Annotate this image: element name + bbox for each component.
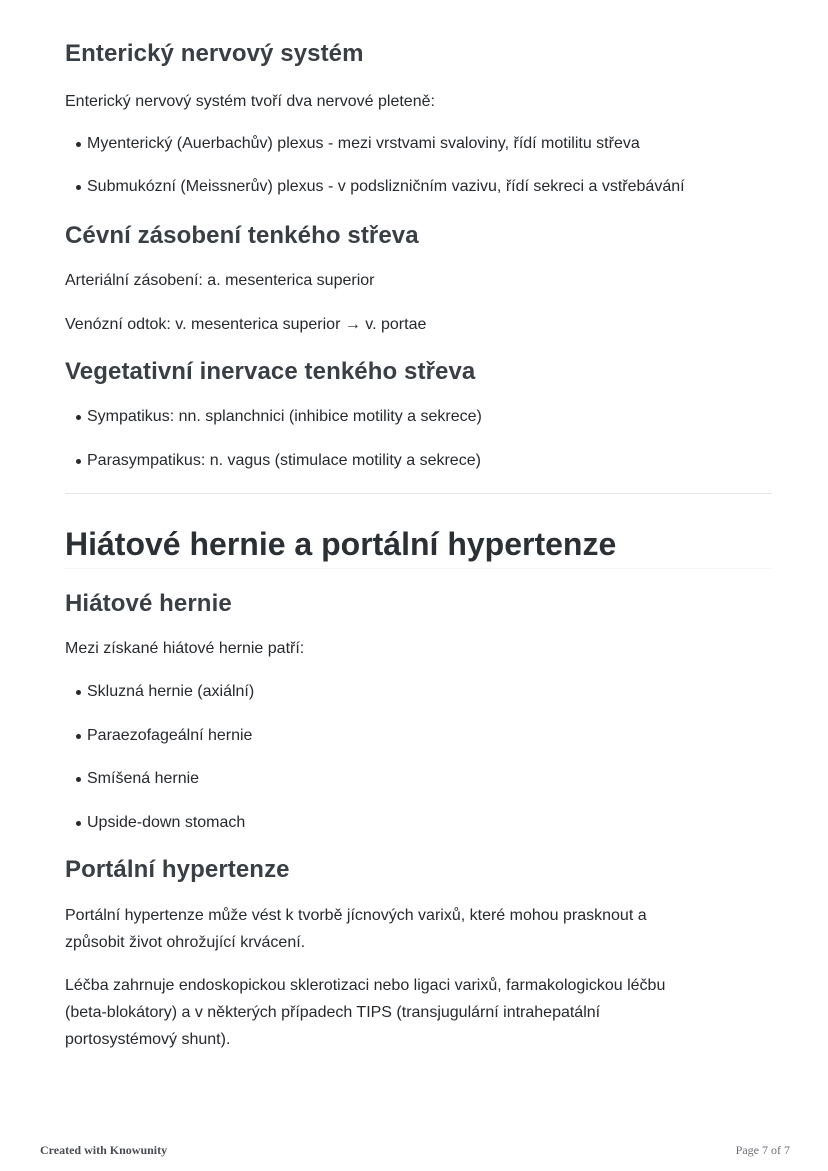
list-item: Myenterický (Auerbachův) plexus - mezi vrstvami svaloviny, řídí motilitu střeva [87,130,640,157]
list-item: Upside-down stomach [87,809,245,836]
list-item: Submukózní (Meissnerův) plexus - v podslizničním vazivu, řídí sekreci a vstřebávání [87,173,685,200]
heading-vascular: Cévní zásobení tenkého střeva [65,222,419,249]
portal-para2-line2: (beta-blokátory) a v některých případech TIPS (transjugulární intrahepatální [65,1004,601,1021]
hiatal-intro: Mezi získané hiátové hernie patří: [65,640,305,657]
heading-enteric: Enterický nervový systém [65,40,364,67]
portal-para1-line2: způsobit život ohrožující krvácení. [65,934,306,951]
portal-para2-line1: Léčba zahrnuje endoskopickou sklerotizaci nebo ligaci varixů, farmakologickou léčbu [65,977,666,994]
portal-para1-line1: Portální hypertenze může vést k tvorbě jícnových varixů, které mohou prasknout a [65,907,647,924]
heading-hiatal: Hiátové hernie [65,590,232,617]
footer-created-with: Created with Knowunity [40,1143,168,1157]
heading-portal: Portální hypertenze [65,856,290,883]
enteric-intro: Enterický nervový systém tvoří dva nervové pleteně: [65,93,435,110]
chapter-title: Hiátové hernie a portální hypertenze [65,526,617,562]
list-item: Parasympatikus: n. vagus (stimulace motility a sekrece) [87,447,481,474]
heading-innervation: Vegetativní inervace tenkého střeva [65,358,476,385]
arterial-supply: Arteriální zásobení: a. mesenterica superior [65,272,375,289]
list-item: Paraezofageální hernie [87,722,252,749]
list-item: Skluzná hernie (axiální) [87,678,254,705]
title-underline [65,568,772,569]
portal-para2-line3: portosystémový shunt). [65,1031,231,1048]
venous-drainage: Venózní odtok: v. mesenterica superior → v. portae [65,316,427,333]
list-item: Sympatikus: nn. splanchnici (inhibice motility a sekrece) [87,403,482,430]
section-divider [65,493,772,494]
footer-page-number: Page 7 of 7 [735,1143,790,1157]
list-item: Smíšená hernie [87,765,199,792]
